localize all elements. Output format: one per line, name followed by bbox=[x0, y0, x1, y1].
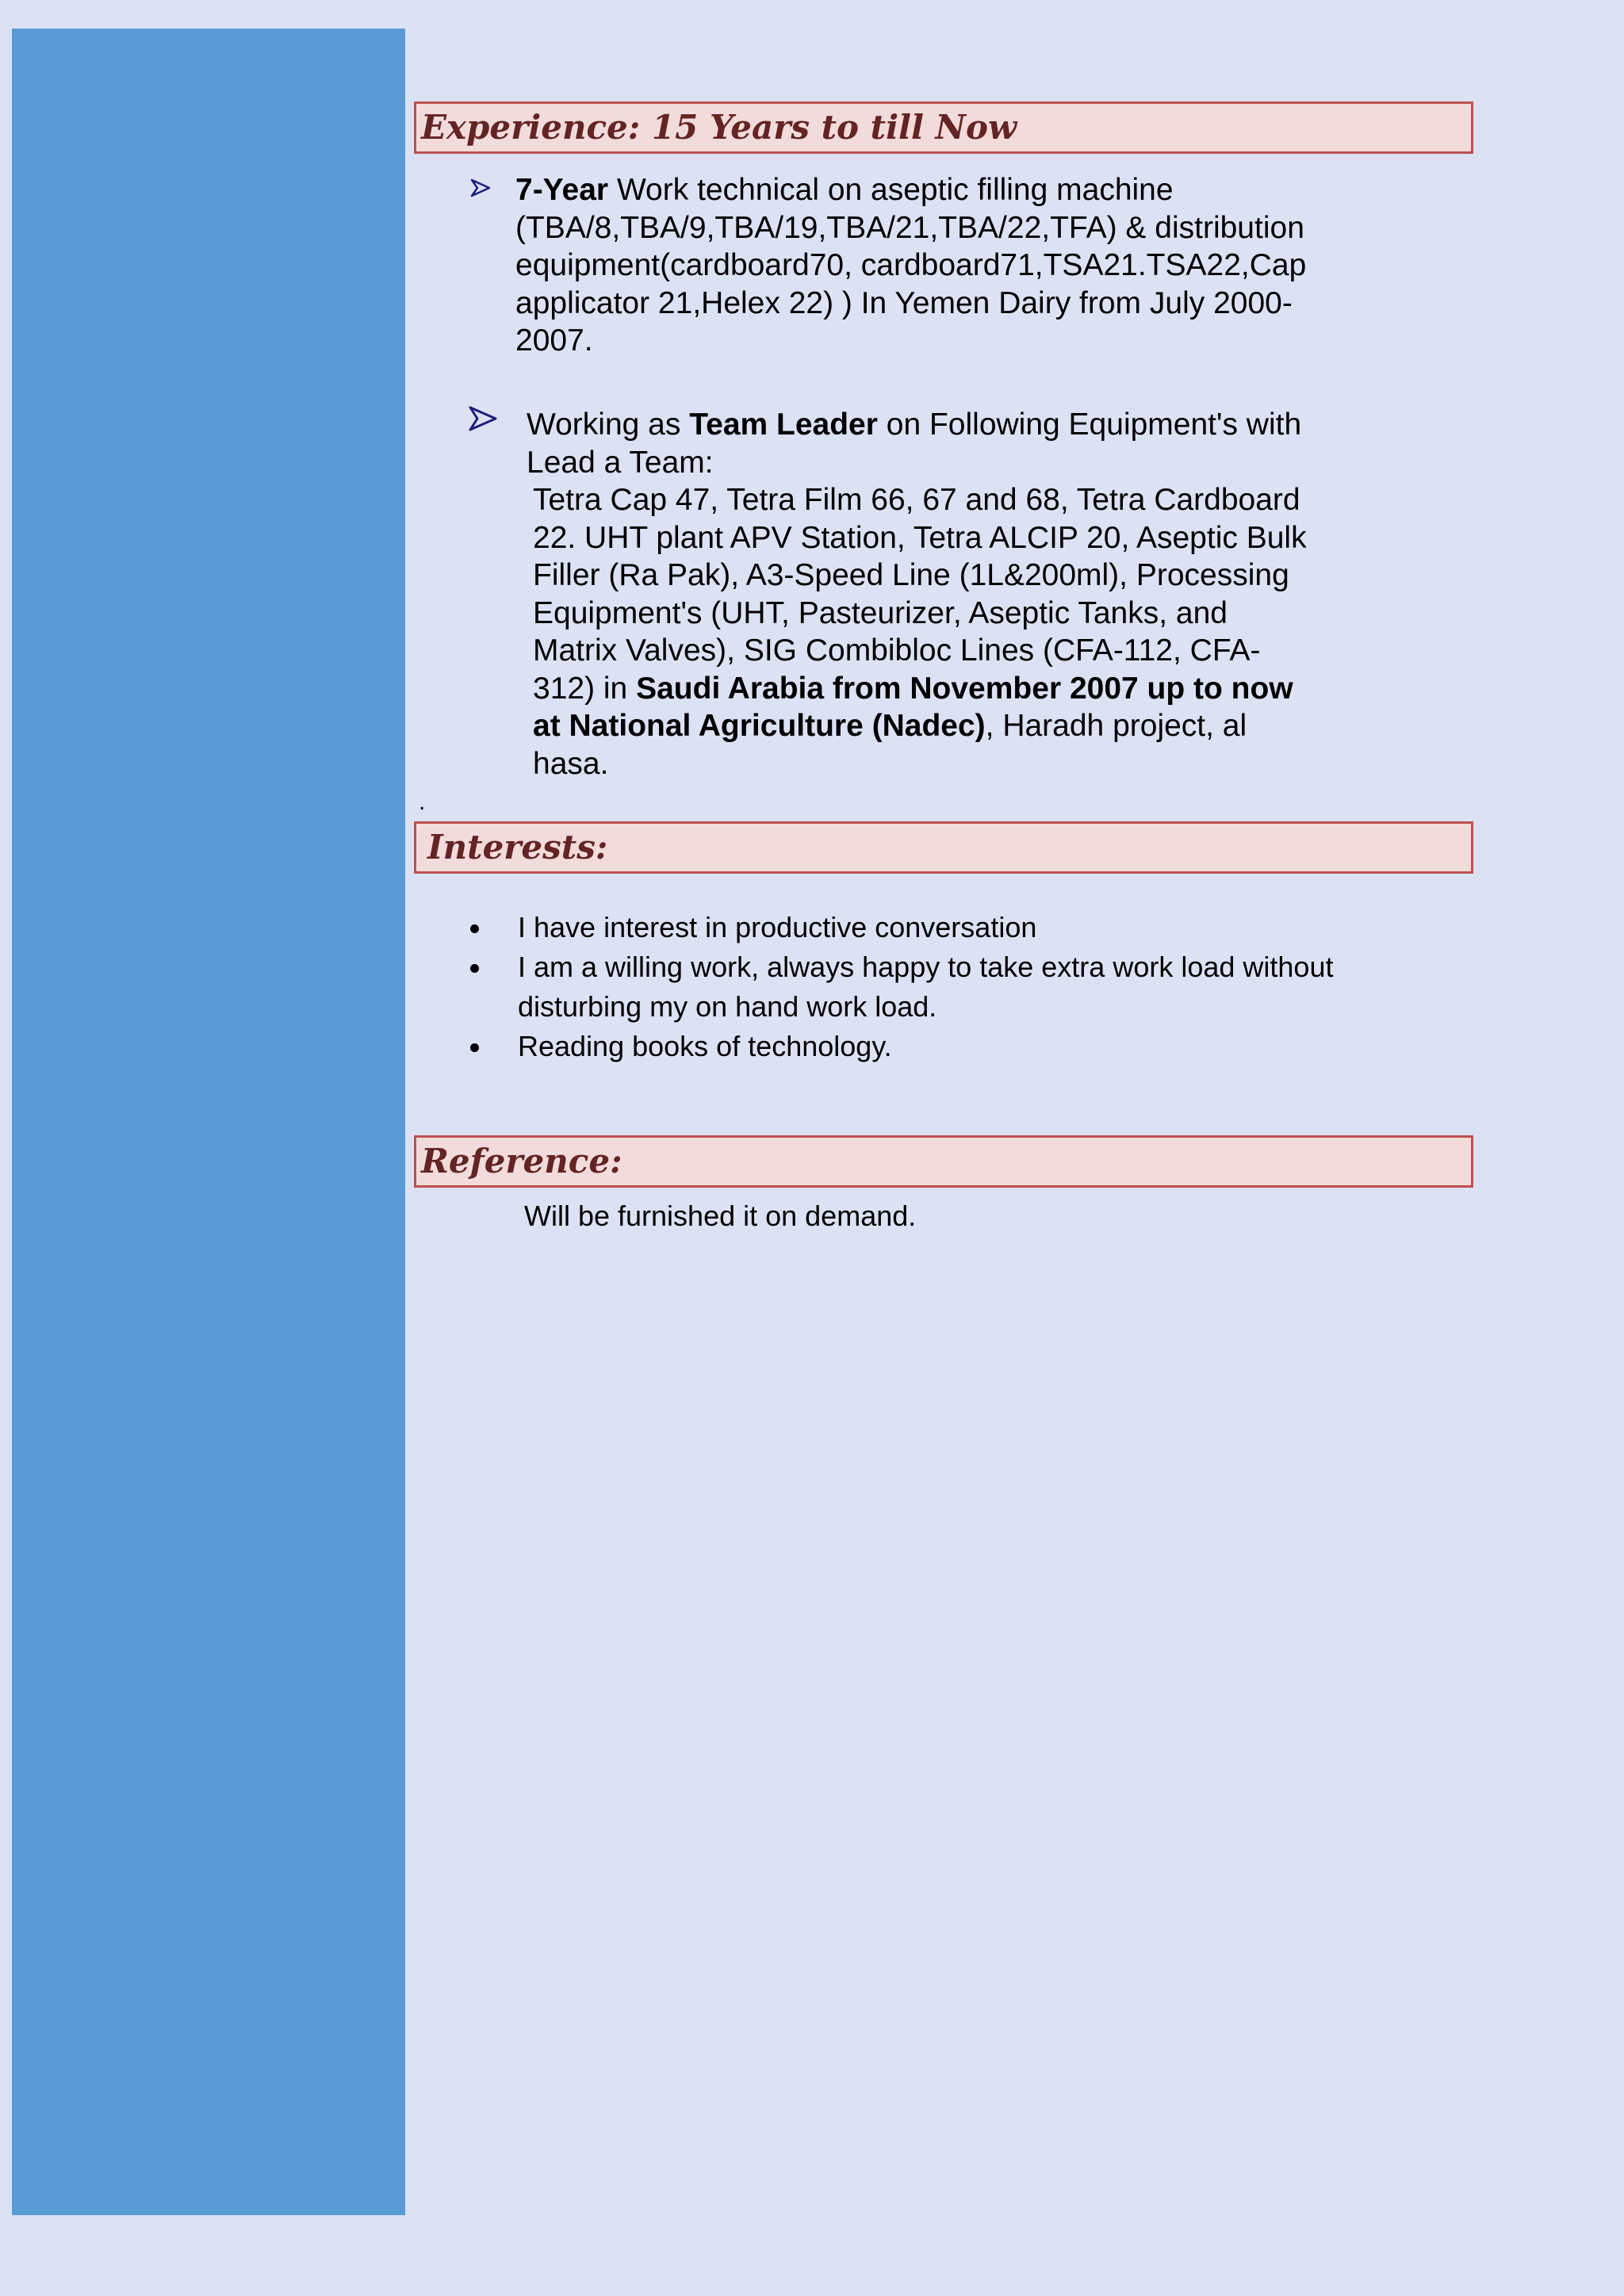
arrow-bullet-icon bbox=[469, 405, 497, 432]
interest-item: Reading books of technology. bbox=[518, 1030, 892, 1062]
interest-item: I have interest in productive conversation bbox=[518, 911, 1037, 943]
experience-duration: 7-Year bbox=[515, 173, 609, 207]
arrow-bullet-icon bbox=[470, 178, 491, 198]
experience-item-team-leader: Working as Team Leader on Following Equipment's with Lead a Team: bbox=[527, 408, 1302, 480]
bullet-dot bbox=[470, 1043, 479, 1052]
reference-text: Will be furnished it on demand. bbox=[524, 1200, 917, 1232]
bullet-dot bbox=[470, 924, 479, 933]
interests-heading: Interests: bbox=[414, 821, 1473, 874]
bullet-dot bbox=[470, 964, 479, 973]
experience-equipment-list: Tetra Cap 47, Tetra Film 66, 67 and 68, Tetra Cardboard 22. UHT plant APV Station, Tetra ALCIP 20, Aseptic Bulk Filler (Ra Pak), A3-Speed Line (1L&200ml), Processing Equipment's (UHT, Pasteurizer, Aseptic Tanks, and Matrix Valves), SIG Combibloc Lines (CFA-112, CFA- 312) in Saudi Arabia from November 2007 up to now at National Agriculture (Nadec), Haradh project, al hasa. bbox=[533, 483, 1307, 781]
experience-heading: Experience: 15 Years to till Now bbox=[414, 101, 1473, 154]
interest-item: I am a willing work, always happy to take extra work load without bbox=[518, 951, 1334, 983]
team-leader-role: Team Leader bbox=[689, 408, 878, 442]
experience-item-yemen: 7-Year Work technical on aseptic filling machine (TBA/8,TBA/9,TBA/19,TBA/21,TBA/22,TFA) & distribution equipment(cardboard70, cardboard71,TSA21.TSA22,Cap applicator 21,Helex 22) ) In Yemen Dairy from July 2000- 2007. bbox=[515, 173, 1307, 358]
interest-item-continuation: disturbing my on hand work load. bbox=[518, 990, 937, 1023]
left-sidebar-panel bbox=[12, 29, 405, 2215]
trailing-dot: . bbox=[419, 789, 426, 815]
reference-heading: Reference: bbox=[414, 1135, 1473, 1188]
